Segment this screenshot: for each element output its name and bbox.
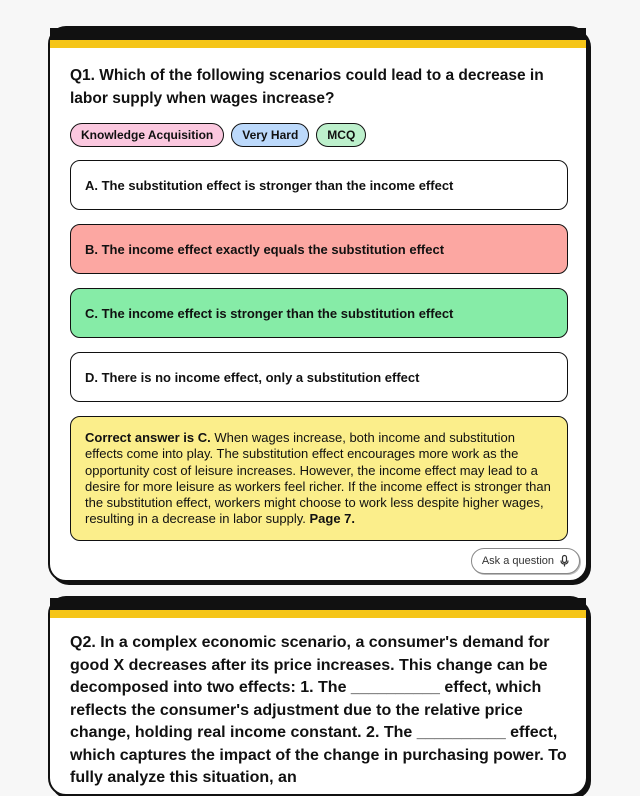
tag-list — [70, 123, 586, 147]
ask-question-button[interactable] — [471, 548, 580, 574]
answer-explanation — [70, 416, 568, 541]
option-a[interactable]: A. The substitution effect is stronger than the income effect — [70, 160, 568, 210]
card-header-bar — [50, 598, 586, 618]
explanation-page-ref: Page 7. — [309, 511, 356, 527]
tag-knowledge-acquisition: Knowledge Acquisition — [70, 123, 224, 147]
question-card-1 — [48, 26, 588, 582]
question-card-2 — [48, 596, 588, 796]
ask-question-label: Ask a question — [481, 555, 554, 567]
question-title: Q2. In a complex economic scenario, a consumer's demand for good X decreases after its price increases. This change can be decomposed into two effects: 1. The __________ effect, which reflects the consumer's adjustment due to the relative price change, holding real income constant. 2. The __________ effect, which captures the impact of the change in purchasing power. To fully analyze this situation, an — [70, 634, 567, 786]
card-header-bar — [50, 28, 586, 48]
explanation-lead: Correct answer is C. — [85, 430, 211, 445]
option-c[interactable]: C. The income effect is stronger than the substitution effect — [70, 288, 568, 338]
tag-difficulty: Very Hard — [231, 123, 309, 147]
question-title: Q1. Which of the following scenarios could lead to a decrease in labor supply when wages increase? — [70, 67, 544, 107]
options-list — [70, 160, 568, 541]
explanation-body: When wages increase, both income and substitution effects come into play. The substitution effect encourages more work as the opportunity cost of leisure increases. However, the income effect may lead to a desire for more leisure as workers feel richer. If the income effect is stronger than the substitution effect, workers might choose to work less despite higher wages, resulting in a decrease in labor supply. — [85, 430, 551, 527]
option-b[interactable]: B. The income effect exactly equals the substitution effect — [70, 224, 568, 274]
microphone-icon — [560, 555, 569, 567]
option-d[interactable]: D. There is no income effect, only a substitution effect — [70, 352, 568, 402]
tag-type: MCQ — [316, 123, 366, 147]
